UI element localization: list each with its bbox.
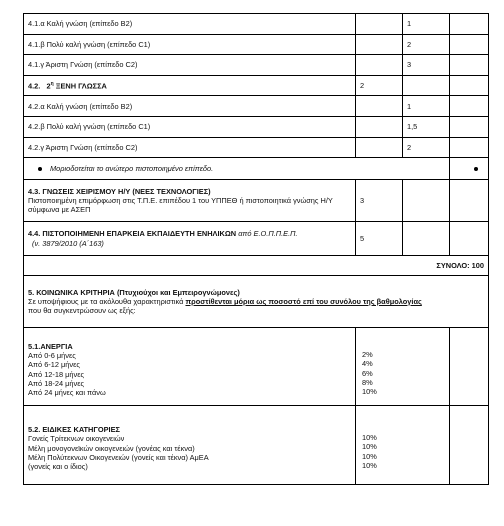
social-criteria-cell: 5. ΚΟΙΝΩΝΙΚΑ ΚΡΙΤΗΡΙΑ (Πτυχιούχοι και Εμπειρογνώμονες) Σε υποψήφιους με τα ακόλουθα χαρακτηριστικά προστίθενται μόρια ως ποσοστό επί του συνόλου της βαθμολογίας που θα συγκεντρώσουν ως εξής:	[24, 276, 489, 328]
special-pcts: 10% 10% 10% 10%	[356, 406, 450, 485]
bullet-icon	[474, 167, 478, 171]
table-row	[24, 116, 489, 137]
criterion-label: 4.1.α Καλή γνώση (επίπεδο Β2)	[24, 14, 356, 35]
criterion-label: 4.2.γ Άριστη Γνώση (επίπεδο C2)	[24, 137, 356, 158]
unemployment-pcts: 2% 4% 6% 8% 10%	[356, 328, 450, 406]
special-categories-cell: 5.2. ΕΙΔΙΚΕΣ ΚΑΤΗΓΟΡΙΕΣ Γονείς Τρίτεκνων οικογενειών Μέλη μονογονεϊκών οικογενειών (γονέας και τέκνα) Μέλη Πολύτεκνων Οικογενειών (γονείς και τέκνα) ΑμΕΑ (γονείς και ο ίδιος)	[24, 406, 356, 485]
criterion-label: 4.2.α Καλή γνώση (επίπεδο Β2)	[24, 96, 356, 117]
unemployment-cell: 5.1.ΑΝΕΡΓΙΑ Από 0-6 μήνες Από 6-12 μήνες Από 12-18 μήνες Από 18-24 μήνες Από 24 μήνες και πάνω	[24, 328, 356, 406]
table-row	[24, 276, 489, 328]
table-row	[24, 222, 489, 256]
criterion-label: 4.1.β Πολύ καλή γνώση (επίπεδο C1)	[24, 34, 356, 55]
criterion-score: 1,5	[403, 116, 450, 137]
bullet-icon	[38, 167, 42, 171]
section-score: 2	[356, 75, 403, 96]
criterion-score: 1	[403, 14, 450, 35]
criterion-score: 2	[403, 137, 450, 158]
trainer-cell: 4.4. ΠΙΣΤΟΠΟΙΗΜΕΝΗ ΕΠΑΡΚΕΙΑ ΕΚΠΑΙΔΕΥΤΗ ΕΝΗΛΙΚΩΝ από Ε.Ο.Π.Π.Ε.Π. (ν. 3879/2010 (Α΄163)	[24, 222, 356, 256]
it-skills-score: 3	[356, 180, 403, 222]
table-row	[24, 75, 489, 96]
it-skills-cell: 4.3. ΓΝΩΣΕΙΣ ΧΕΙΡΙΣΜΟΥ Η/Υ (ΝΕΕΣ ΤΕΧΝΟΛΟΓΙΕΣ) Πιστοποιημένη επιμόρφωση στις Τ.Π.Ε. επιπέδου 1 του ΥΠΠΕΘ ή πιστοποιητικά γνώσης Η/Υ σύμφωνα με ΑΣΕΠ	[24, 180, 356, 222]
table-row	[24, 55, 489, 76]
table-row	[24, 14, 489, 35]
section-heading: 4.2. $2^\eta$ ΞΕΝΗ ΓΛΩΣΣΑ	[24, 75, 356, 96]
table-row	[24, 328, 489, 406]
table-row	[24, 34, 489, 55]
table-row	[24, 406, 489, 485]
note-row	[24, 158, 489, 180]
criterion-score: 3	[403, 55, 450, 76]
total-row	[24, 256, 489, 276]
total-label: ΣΥΝΟΛΟ: 100	[356, 256, 489, 276]
table-row	[24, 180, 489, 222]
note-cell: Μοριοδοτείται το ανώτερο πιστοποιημένο επίπεδο.	[24, 158, 450, 180]
trainer-score: 5	[356, 222, 403, 256]
criterion-score: 1	[403, 96, 450, 117]
criterion-score: 2	[403, 34, 450, 55]
table-row	[24, 96, 489, 117]
criterion-label: 4.2.β Πολύ καλή γνώση (επίπεδο C1)	[24, 116, 356, 137]
table-row	[24, 137, 489, 158]
criteria-table	[23, 13, 489, 485]
criterion-label: 4.1.γ Άριστη Γνώση (επίπεδο C2)	[24, 55, 356, 76]
